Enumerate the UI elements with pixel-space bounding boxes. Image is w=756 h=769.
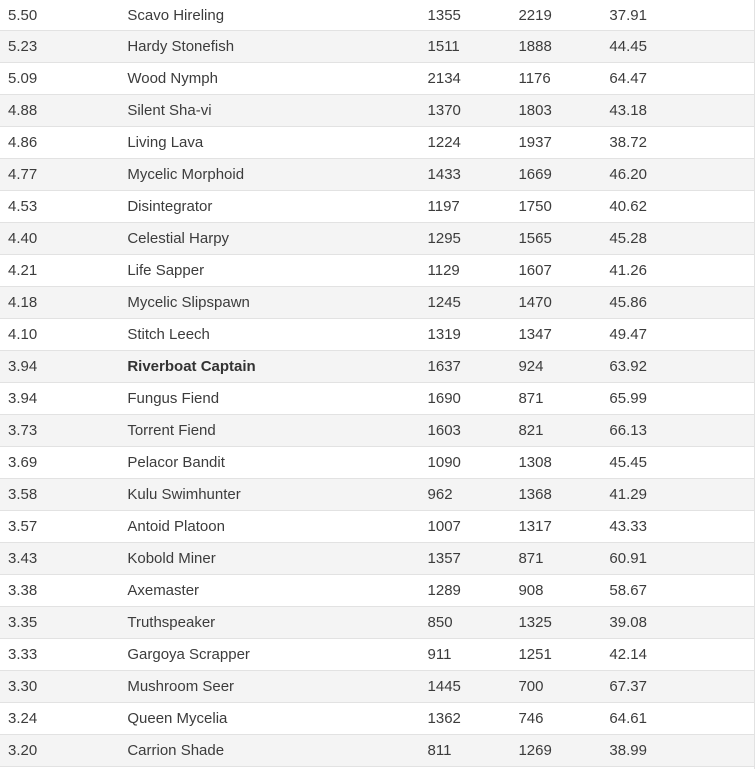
card-name-cell: Antoid Platoon	[127, 511, 427, 543]
table-row	[0, 191, 755, 223]
score-cell: 3.33	[0, 639, 127, 671]
card-name-cell: Mycelic Morphoid	[127, 159, 427, 191]
value-b-cell: 1669	[518, 159, 609, 191]
table-row	[0, 543, 755, 575]
value-a-cell: 1007	[428, 511, 519, 543]
value-b-cell: 1750	[518, 191, 609, 223]
value-b-cell: 908	[518, 575, 609, 607]
percent-cell: 45.86	[609, 287, 755, 319]
percent-cell: 66.13	[609, 415, 755, 447]
value-a-cell: 1224	[428, 127, 519, 159]
score-cell: 5.50	[0, 0, 127, 31]
score-cell: 3.38	[0, 575, 127, 607]
value-b-cell: 1888	[518, 31, 609, 63]
card-name-cell: Scavo Hireling	[127, 0, 427, 31]
value-b-cell: 746	[518, 703, 609, 735]
score-cell: 4.40	[0, 223, 127, 255]
percent-cell: 67.37	[609, 671, 755, 703]
table-right-border	[754, 0, 755, 769]
value-a-cell: 1357	[428, 543, 519, 575]
percent-cell: 40.62	[609, 191, 755, 223]
score-cell: 3.57	[0, 511, 127, 543]
score-cell: 5.09	[0, 63, 127, 95]
percent-cell: 43.33	[609, 511, 755, 543]
value-b-cell: 1607	[518, 255, 609, 287]
value-a-cell: 1445	[428, 671, 519, 703]
table-row	[0, 415, 755, 447]
value-b-cell: 871	[518, 383, 609, 415]
score-cell: 4.21	[0, 255, 127, 287]
card-name-cell: Life Sapper	[127, 255, 427, 287]
table-row	[0, 0, 755, 31]
value-a-cell: 1603	[428, 415, 519, 447]
percent-cell: 63.92	[609, 351, 755, 383]
table-row	[0, 159, 755, 191]
score-cell: 3.20	[0, 735, 127, 767]
value-a-cell: 1511	[428, 31, 519, 63]
card-name-cell: Gargoya Scrapper	[127, 639, 427, 671]
table-row	[0, 383, 755, 415]
card-name-cell: Wood Nymph	[127, 63, 427, 95]
percent-cell: 38.99	[609, 735, 755, 767]
score-cell: 4.18	[0, 287, 127, 319]
score-cell: 3.35	[0, 607, 127, 639]
card-name-cell: Fungus Fiend	[127, 383, 427, 415]
card-name-cell: Riverboat Captain	[127, 351, 427, 383]
percent-cell: 39.08	[609, 607, 755, 639]
percent-cell: 46.20	[609, 159, 755, 191]
table-row	[0, 703, 755, 735]
score-cell: 4.53	[0, 191, 127, 223]
value-a-cell: 1370	[428, 95, 519, 127]
table-row	[0, 639, 755, 671]
value-b-cell: 1565	[518, 223, 609, 255]
value-b-cell: 2219	[518, 0, 609, 31]
card-name-cell: Axemaster	[127, 575, 427, 607]
card-name-cell: Carrion Shade	[127, 735, 427, 767]
percent-cell: 49.47	[609, 319, 755, 351]
value-a-cell: 1289	[428, 575, 519, 607]
table-row	[0, 607, 755, 639]
value-a-cell: 1295	[428, 223, 519, 255]
value-b-cell: 1269	[518, 735, 609, 767]
percent-cell: 44.45	[609, 31, 755, 63]
score-cell: 3.30	[0, 671, 127, 703]
table-row	[0, 63, 755, 95]
card-name-cell: Celestial Harpy	[127, 223, 427, 255]
value-a-cell: 1090	[428, 447, 519, 479]
value-b-cell: 1803	[518, 95, 609, 127]
value-a-cell: 850	[428, 607, 519, 639]
value-b-cell: 1251	[518, 639, 609, 671]
card-name-cell: Disintegrator	[127, 191, 427, 223]
score-cell: 3.58	[0, 479, 127, 511]
card-name-cell: Mushroom Seer	[127, 671, 427, 703]
score-cell: 5.23	[0, 31, 127, 63]
percent-cell: 37.91	[609, 0, 755, 31]
percent-cell: 65.99	[609, 383, 755, 415]
value-b-cell: 1470	[518, 287, 609, 319]
value-b-cell: 871	[518, 543, 609, 575]
table-row	[0, 735, 755, 767]
card-name-cell: Truthspeaker	[127, 607, 427, 639]
value-a-cell: 1362	[428, 703, 519, 735]
percent-cell: 42.14	[609, 639, 755, 671]
table-row	[0, 95, 755, 127]
value-a-cell: 1433	[428, 159, 519, 191]
value-b-cell: 700	[518, 671, 609, 703]
score-cell: 3.73	[0, 415, 127, 447]
score-cell: 4.88	[0, 95, 127, 127]
percent-cell: 64.61	[609, 703, 755, 735]
table-row	[0, 479, 755, 511]
value-a-cell: 811	[428, 735, 519, 767]
percent-cell: 41.29	[609, 479, 755, 511]
percent-cell: 43.18	[609, 95, 755, 127]
percent-cell: 58.67	[609, 575, 755, 607]
percent-cell: 64.47	[609, 63, 755, 95]
score-cell: 4.10	[0, 319, 127, 351]
score-cell: 3.94	[0, 351, 127, 383]
table-row	[0, 31, 755, 63]
value-a-cell: 1355	[428, 0, 519, 31]
value-a-cell: 1245	[428, 287, 519, 319]
percent-cell: 45.28	[609, 223, 755, 255]
table-row	[0, 671, 755, 703]
table-row	[0, 127, 755, 159]
score-cell: 3.24	[0, 703, 127, 735]
card-name-cell: Silent Sha-vi	[127, 95, 427, 127]
value-a-cell: 1637	[428, 351, 519, 383]
value-a-cell: 1197	[428, 191, 519, 223]
value-b-cell: 1325	[518, 607, 609, 639]
value-a-cell: 1129	[428, 255, 519, 287]
card-name-cell: Torrent Fiend	[127, 415, 427, 447]
card-name-cell: Kulu Swimhunter	[127, 479, 427, 511]
value-b-cell: 924	[518, 351, 609, 383]
value-b-cell: 1368	[518, 479, 609, 511]
card-name-cell: Kobold Miner	[127, 543, 427, 575]
table-row	[0, 255, 755, 287]
percent-cell: 60.91	[609, 543, 755, 575]
value-b-cell: 821	[518, 415, 609, 447]
score-cell: 3.69	[0, 447, 127, 479]
value-b-cell: 1176	[518, 63, 609, 95]
card-name-cell: Hardy Stonefish	[127, 31, 427, 63]
table-row	[0, 351, 755, 383]
value-a-cell: 1319	[428, 319, 519, 351]
card-name-cell: Queen Mycelia	[127, 703, 427, 735]
card-name-cell: Pelacor Bandit	[127, 447, 427, 479]
table-row	[0, 319, 755, 351]
value-a-cell: 911	[428, 639, 519, 671]
score-cell: 3.43	[0, 543, 127, 575]
table-row	[0, 447, 755, 479]
table-row	[0, 511, 755, 543]
value-a-cell: 962	[428, 479, 519, 511]
percent-cell: 45.45	[609, 447, 755, 479]
value-a-cell: 1690	[428, 383, 519, 415]
score-cell: 4.86	[0, 127, 127, 159]
table-row	[0, 223, 755, 255]
table-row	[0, 287, 755, 319]
value-a-cell: 2134	[428, 63, 519, 95]
score-cell: 4.77	[0, 159, 127, 191]
value-b-cell: 1347	[518, 319, 609, 351]
card-name-cell: Stitch Leech	[127, 319, 427, 351]
card-name-cell: Mycelic Slipspawn	[127, 287, 427, 319]
card-name-cell: Living Lava	[127, 127, 427, 159]
percent-cell: 41.26	[609, 255, 755, 287]
value-b-cell: 1317	[518, 511, 609, 543]
table-row	[0, 575, 755, 607]
value-b-cell: 1308	[518, 447, 609, 479]
score-cell: 3.94	[0, 383, 127, 415]
value-b-cell: 1937	[518, 127, 609, 159]
percent-cell: 38.72	[609, 127, 755, 159]
